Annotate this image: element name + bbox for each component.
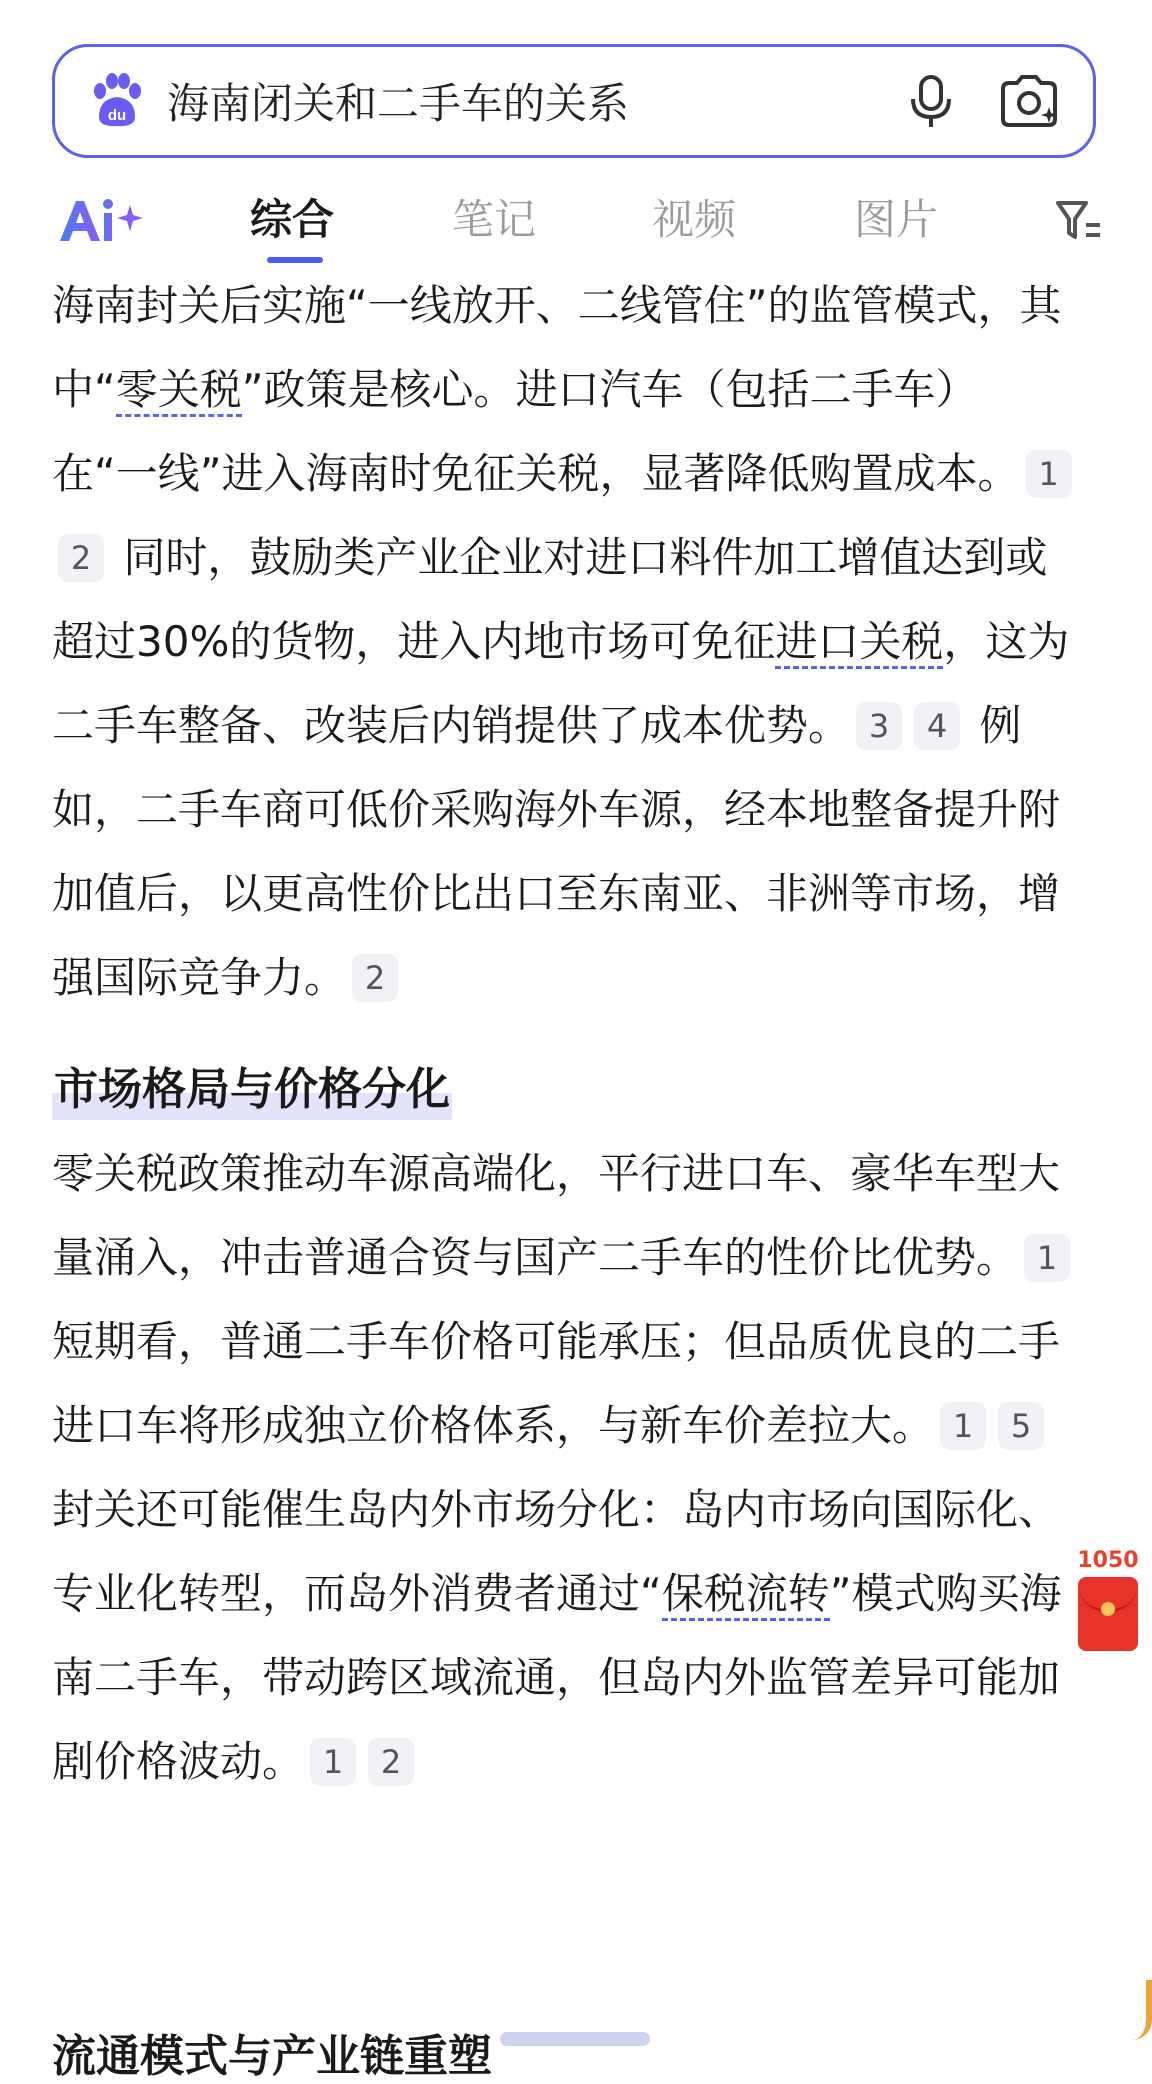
tab-notes[interactable]: 笔记 xyxy=(452,195,537,244)
term-link[interactable]: 零关税 xyxy=(116,365,242,417)
red-packet-widget[interactable] xyxy=(1076,1548,1140,1656)
ai-logo-icon[interactable] xyxy=(56,195,146,247)
filter-icon[interactable] xyxy=(1054,197,1102,245)
citation-badge[interactable]: 2 xyxy=(58,534,104,582)
search-bar[interactable] xyxy=(52,44,1096,158)
tab-comprehensive[interactable]: 综合 xyxy=(250,195,335,244)
baidu-paw-icon xyxy=(85,71,145,131)
red-envelope-icon xyxy=(1078,1577,1138,1651)
tab-bar xyxy=(0,175,1152,265)
partial-section-heading: 流通模式与产业链重塑 xyxy=(52,2031,492,2082)
scroll-edge-indicator xyxy=(1130,1980,1152,2040)
citation-badge[interactable]: 2 xyxy=(352,954,398,1002)
tab-videos[interactable]: 视频 xyxy=(652,195,737,244)
red-packet-count: 1050 xyxy=(1077,1548,1139,1573)
citation-badge[interactable]: 2 xyxy=(368,1738,414,1786)
bottom-sheet-handle[interactable] xyxy=(500,2032,650,2046)
answer-content xyxy=(52,264,1082,1804)
camera-search-icon[interactable] xyxy=(997,71,1061,131)
active-tab-indicator xyxy=(267,257,323,263)
microphone-icon[interactable] xyxy=(901,71,961,131)
citation-badge[interactable]: 1 xyxy=(310,1738,356,1786)
tab-images[interactable]: 图片 xyxy=(854,195,939,244)
term-link[interactable]: 进口关税 xyxy=(775,617,943,669)
search-input[interactable]: 海南闭关和二手车的关系 xyxy=(167,79,630,128)
paragraph-market: 零关税政策推动车源高端化，平行进口车、豪华车型大量涌入，冲击普通合资与国产二手车的性价比优势。 1 短期看，普通二手车价格可能承压；但品质优良的二手进口车将形成独立价格体系，与新车价差拉大。 1 5 封关还可能催生岛内外市场分化：岛内市场向国际化、专业化转型，而岛外消费者通过“保税流转”模式购买海南二手车，带动跨区域流通，但岛内外监管差异可能加剧价格波动。 1 2 xyxy=(52,1132,1082,1804)
citation-badge[interactable]: 4 xyxy=(914,702,960,750)
term-link[interactable]: 保税流转 xyxy=(662,1569,830,1621)
citation-badge[interactable]: 3 xyxy=(856,702,902,750)
citation-badge[interactable]: 1 xyxy=(1026,450,1072,498)
svg-text:du: du xyxy=(107,107,127,124)
paragraph-zero-tariff: 海南封关后实施“一线放开、二线管住”的监管模式，其中“零关税”政策是核心。进口汽车（包括二手车）在“一线”进入海南时免征关税，显著降低购置成本。 12 同时，鼓励类产业企业对进口料件加工增值达到或超过30%的货物，进入内地市场可免征进口关税，这为二手车整备、改装后内销提供了成本优势。 3 4 例如，二手车商可低价采购海外车源，经本地整备提升附加值后，以更高性价比出口至东南亚、非洲等市场，增强国际竞争力。 2 xyxy=(52,264,1082,1020)
citation-badge[interactable]: 1 xyxy=(940,1402,986,1450)
citation-badge[interactable]: 5 xyxy=(998,1402,1044,1450)
citation-badge[interactable]: 1 xyxy=(1024,1234,1070,1282)
section-heading: 市场格局与价格分化 xyxy=(52,1060,452,1120)
